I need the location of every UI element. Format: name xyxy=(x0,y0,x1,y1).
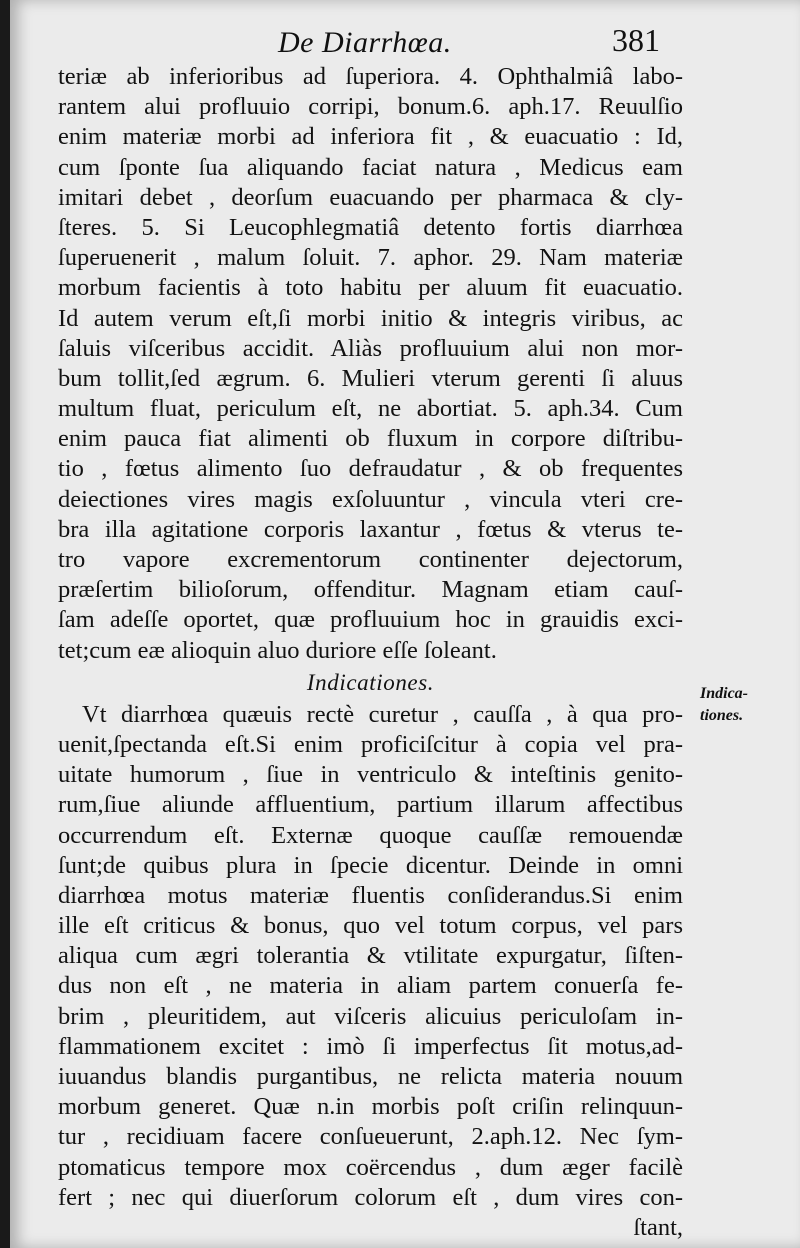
body-text xyxy=(58,62,683,1243)
text-line: ſam adeſſe oportet, quæ profluuium hoc in grauidis exci- xyxy=(58,606,683,634)
text-line: enim pauca fiat alimenti ob fluxum in corpore diſtribu- xyxy=(58,425,683,453)
book-page xyxy=(10,0,800,1248)
text-line: tur , recidiuam facere conſueuerunt, 2.aph.12. Nec ſym- xyxy=(58,1123,683,1151)
text-line: cum ſponte ſua aliquando faciat natura , Medicus eam xyxy=(58,153,683,181)
margin-note-line: tiones. xyxy=(700,707,744,724)
text-line: tio , fœtus alimento ſuo defraudatur , & ob frequentes xyxy=(58,455,683,483)
page-number: 381 xyxy=(612,22,660,58)
text-line: ptomaticus tempore mox coërcendus , dum æger facilè xyxy=(58,1153,683,1181)
page-header xyxy=(10,18,800,66)
text-line: flammationem excitet : imò ſi imperfectus ſit motus,ad- xyxy=(58,1032,683,1060)
text-line: ſteres. 5. Si Leucophlegmatiâ detento fortis diarrhœa xyxy=(58,213,683,241)
text-line: Vt diarrhœa quæuis rectè curetur , cauſſa , à qua pro- xyxy=(82,700,683,728)
margin-note xyxy=(700,683,790,727)
paragraph-2 xyxy=(58,700,683,1243)
text-line: dus non eſt , ne materia in aliam partem conuerſa fe- xyxy=(58,972,683,1000)
text-line: teriæ ab inferioribus ad ſuperiora. 4. Ophthalmiâ labo- xyxy=(58,63,683,90)
text-line: enim materiæ morbi ad inferiora fit , & euacuatio : Id, xyxy=(58,123,683,151)
catchword: ſtant, xyxy=(633,1213,683,1241)
text-line: ille eſt criticus & bonus, quo vel totum corpus, vel pars xyxy=(58,912,683,940)
section-heading: Indicationes. xyxy=(306,669,435,695)
text-line: fert ; nec qui diuerſorum colorum eſt , dum vires con- xyxy=(58,1183,683,1211)
text-line: morbum generet. Quæ n.in morbis poſt criſin relinquun- xyxy=(58,1093,683,1121)
text-line: iuuandus blandis purgantibus, ne relicta materia nouum xyxy=(58,1063,683,1090)
text-line: uenit,ſpectanda eſt.Si enim proficiſcitur à copia vel pra- xyxy=(58,730,683,758)
text-line: bra illa agitatione corporis laxantur , fœtus & vterus te- xyxy=(58,515,683,543)
text-line: tro vapore excrementorum continenter dejectorum, xyxy=(58,546,683,573)
text-line: Id autem verum eſt,ſi morbi initio & integris viribus, ac xyxy=(58,304,683,332)
text-line: deiectiones vires magis exſoluuntur , vincula vteri cre- xyxy=(58,485,683,513)
text-line: uitate humorum , ſiue in ventriculo & inteſtinis genito- xyxy=(58,761,683,789)
text-line: præſertim bilioſorum, offenditur. Magnam etiam cauſ- xyxy=(58,576,683,604)
text-line: bum tollit,ſed ægrum. 6. Mulieri vterum gerenti ſi aluus xyxy=(58,364,683,392)
text-line: brim , pleuritidem, aut viſceris alicuius periculoſam in- xyxy=(58,1002,683,1030)
text-line: aliqua cum ægri tolerantia & vtilitate expurgatur, ſiſten- xyxy=(58,942,683,970)
text-line: rum,ſiue aliunde affluentium, partium illarum affectibus xyxy=(58,791,683,819)
text-line: rantem alui profluuio corripi, bonum.6. aph.17. Reuulſio xyxy=(58,93,683,121)
text-line: ſunt;de quibus plura in ſpecie dicentur. Deinde in omni xyxy=(58,851,683,879)
paragraph-1 xyxy=(58,62,683,666)
text-line: multum fluat, periculum eſt, ne abortiat. 5. aph.34. Cum xyxy=(58,395,683,423)
text-line: imitari debet , deorſum euacuando per pharmaca & cly- xyxy=(58,183,683,211)
text-line: morbum facientis à toto habitu per aluum fit euacuatio. xyxy=(58,274,683,302)
text-line: ſaluis viſceribus accidit. Aliàs profluuium alui non mor- xyxy=(58,334,683,362)
running-title: De Diarrhœa. xyxy=(278,26,452,59)
text-line: tet;cum eæ alioquin aluo duriore eſſe ſoleant. xyxy=(58,636,497,664)
margin-note-line: Indica- xyxy=(700,685,748,702)
text-line: diarrhœa motus materiæ fluentis conſiderandus.Si enim xyxy=(58,881,683,909)
text-line: occurrendum eſt. Externæ quoque cauſſæ remouendæ xyxy=(58,821,683,849)
text-line: ſuperuenerit , malum ſoluit. 7. aphor. 29. Nam materiæ xyxy=(58,244,683,272)
